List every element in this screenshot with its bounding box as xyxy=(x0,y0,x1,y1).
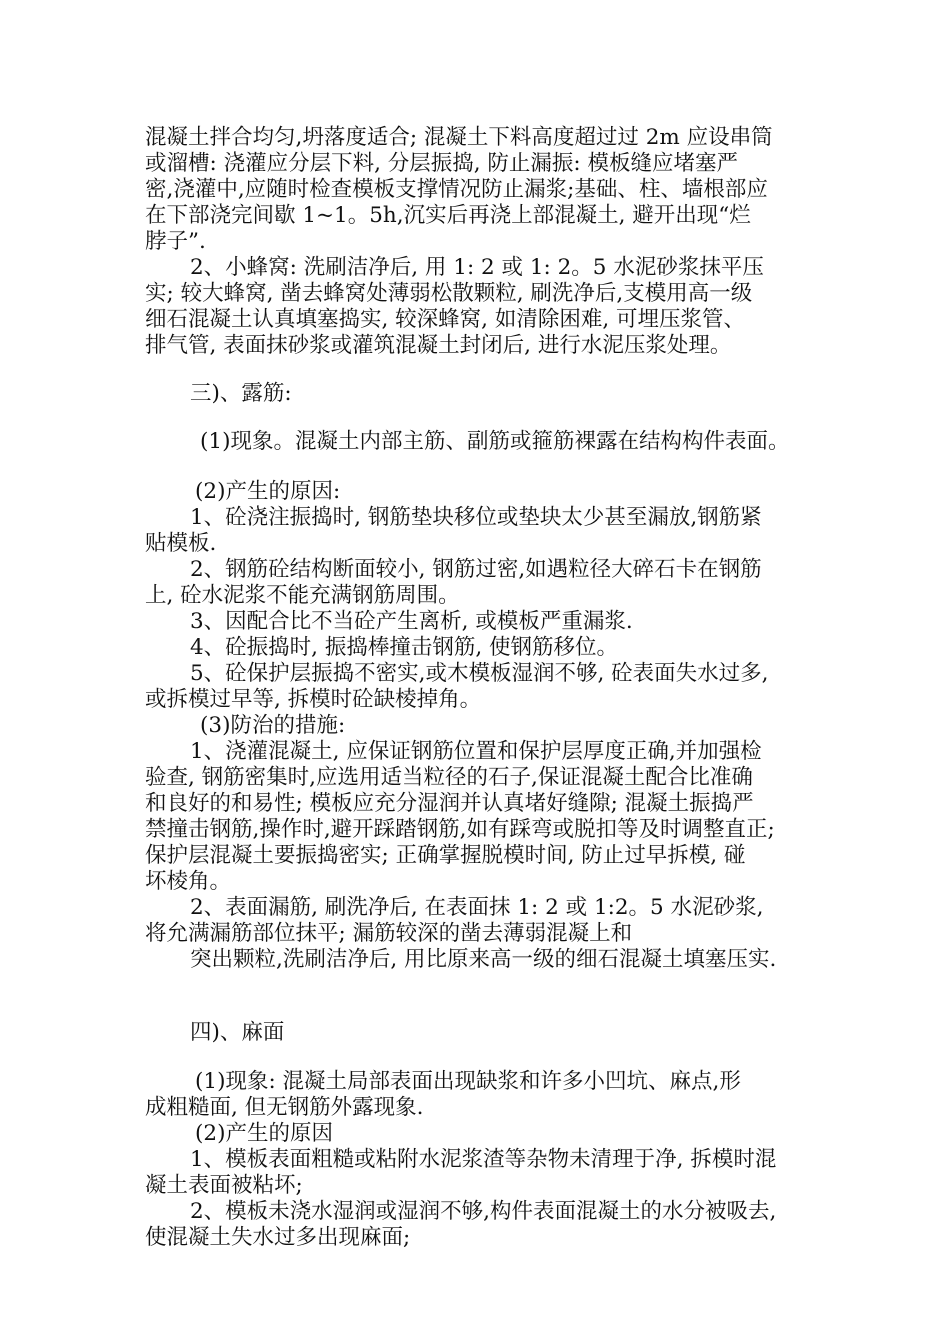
text-line: 1、浇灌混凝土, 应保证钢筋位置和保护层厚度正确,并加强检 xyxy=(190,739,762,764)
subheading: (2)产生的原因 xyxy=(195,1121,333,1146)
subheading: (3)防治的措施: xyxy=(200,713,346,738)
text-line: 使混凝土失水过多出现麻面; xyxy=(145,1225,411,1250)
text-line: 验查, 钢筋密集时,应选用适当粒径的石子,保证混凝土配合比准确 xyxy=(145,765,753,790)
text-line: 4、砼振捣时, 振捣棒撞击钢筋, 使钢筋移位。 xyxy=(190,635,619,660)
text-line: 细石混凝土认真填塞捣实, 较深蜂窝, 如清除困难, 可埋压浆管、 xyxy=(145,307,746,332)
text-line: (1)现象: 混凝土局部表面出现缺浆和许多小凹坑、麻点,形 xyxy=(195,1069,741,1094)
text-line: 实; 较大蜂窝, 凿去蜂窝处薄弱松散颗粒, 刷洗净后,支模用高一级 xyxy=(145,281,753,306)
text-line: 突出颗粒,洗刷洁净后, 用比原来高一级的细石混凝土填塞压实. xyxy=(190,947,777,972)
subheading: (2)产生的原因: xyxy=(195,479,341,504)
text-line: 或溜槽: 浇灌应分层下料, 分层振捣, 防止漏振: 模板缝应堵塞严 xyxy=(145,151,738,176)
text-line: 和良好的和易性; 模板应充分湿润并认真堵好缝隙; 混凝土振捣严 xyxy=(145,791,754,816)
text-line: 上, 砼水泥浆不能充满钢筋周围。 xyxy=(145,583,460,608)
text-line: 排气管, 表面抹砂浆或灌筑混凝土封闭后, 进行水泥压浆处理。 xyxy=(145,333,732,358)
text-line: 将允满漏筋部位抹平; 漏筋较深的凿去薄弱混凝上和 xyxy=(145,921,633,946)
section-heading: 三)、露筋: xyxy=(190,381,292,406)
text-line: 2、钢筋砼结构断面较小, 钢筋过密,如遇粒径大碎石卡在钢筋 xyxy=(190,557,762,582)
section-heading: 四)、麻面 xyxy=(190,1020,285,1045)
text-line: 混凝土拌合均匀,坍落度适合; 混凝土下料高度超过过 2m 应设串筒 xyxy=(145,125,773,150)
text-line: 2、小蜂窝: 洗刷洁净后, 用 1: 2 或 1: 2。5 水泥砂浆抹平压 xyxy=(190,255,764,280)
text-line: 坏棱角。 xyxy=(145,869,232,894)
text-line: 1、砼浇注振捣时, 钢筋垫块移位或垫块太少甚至漏放,钢筋紧 xyxy=(190,505,762,530)
text-line: 2、模板未浇水湿润或湿润不够,构件表面混凝土的水分被吸去, xyxy=(190,1199,777,1224)
text-line: 禁撞击钢筋,操作时,避开踩踏钢筋,如有踩弯或脱扣等及时调整直正; xyxy=(145,817,775,842)
text-line: 密,浇灌中,应随时检查模板支撑情况防止漏浆;基础、柱、墙根部应 xyxy=(145,177,768,202)
text-line: 在下部浇完间歇 1~1。5h,沉实后再浇上部混凝土, 避开出现“烂 xyxy=(145,203,751,228)
text-line: 保护层混凝土要振捣密实; 正确掌握脱模时间, 防止过早拆模, 碰 xyxy=(145,843,746,868)
text-line: 成粗糙面, 但无钢筋外露现象. xyxy=(145,1095,424,1120)
text-line: 或拆模过早等, 拆模时砼缺棱掉角。 xyxy=(145,687,482,712)
text-line: 5、砼保护层振捣不密实,或木模板湿润不够, 砼表面失水过多, xyxy=(190,661,769,686)
text-line: 凝土表面被粘坏; xyxy=(145,1173,303,1198)
text-line: (1)现象。混凝土内部主筋、副筋或箍筋裸露在结构构件表面。 xyxy=(200,429,790,454)
text-line: 3、因配合比不当砼产生离析, 或模板严重漏浆. xyxy=(190,609,633,634)
text-line: 2、表面漏筋, 刷洗净后, 在表面抹 1: 2 或 1:2。5 水泥砂浆, xyxy=(190,895,764,920)
text-line: 1、模板表面粗糙或粘附水泥浆渣等杂物未清理于净, 拆模时混 xyxy=(190,1147,777,1172)
text-line: 贴模板. xyxy=(145,531,217,556)
text-line: 脖子”. xyxy=(145,229,206,254)
